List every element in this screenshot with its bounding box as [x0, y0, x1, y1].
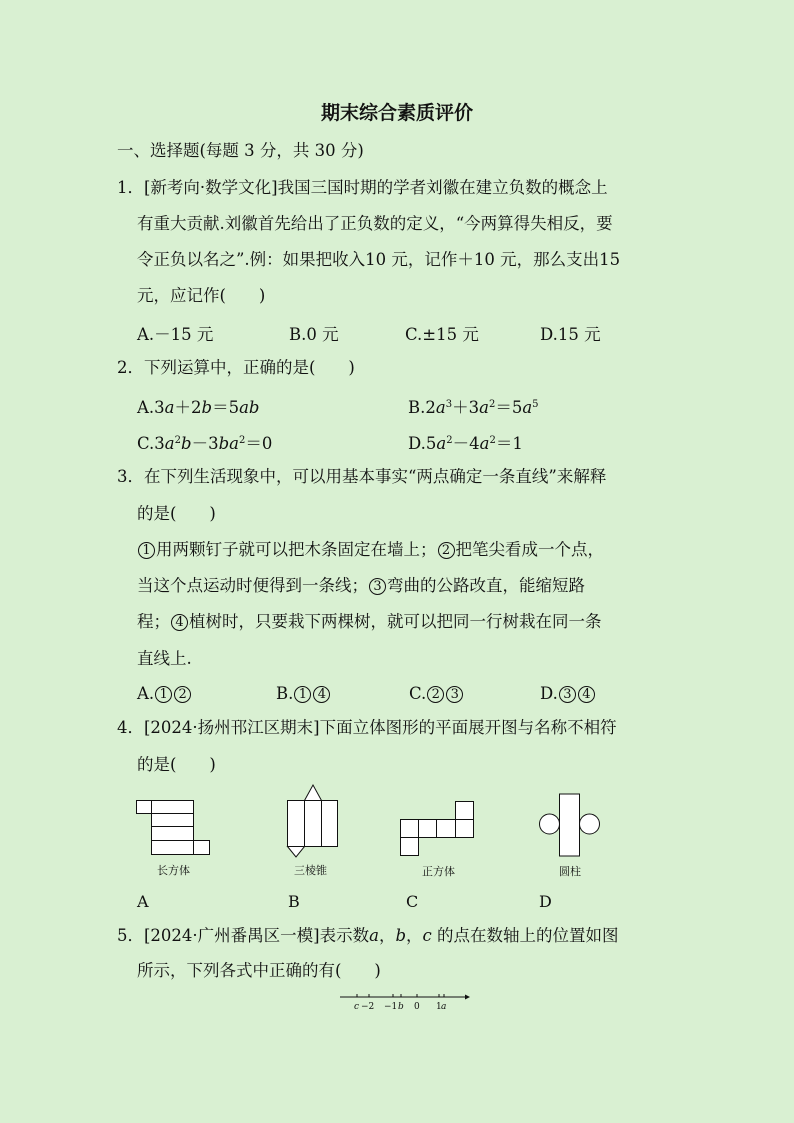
figure-letter-c: C: [406, 892, 419, 911]
circled-number-1: 1: [294, 686, 311, 703]
circled-number-1: 1: [155, 686, 172, 703]
q5-line-1: 5．[2024·广州番禺区一模]表示数a，b，c 的点在数轴上的位置如图: [117, 926, 619, 945]
figure-caption-d: 圆柱: [559, 865, 581, 878]
q4-line-2: 的是( ): [137, 755, 216, 774]
q3-line-6: 直线上.: [137, 649, 192, 668]
numline-label-neg2: −2: [361, 1002, 375, 1012]
q3-option-b[interactable]: B. 1 4: [276, 684, 331, 703]
q2-option-c[interactable]: $C.3a^2b-3ba^2=0$: [137, 434, 273, 453]
figure-letter-b: B: [288, 892, 300, 911]
q2-stem: 2．下列运算中，正确的是( ): [117, 358, 355, 377]
circled-number-1: 1: [138, 542, 155, 559]
q5-line-2: 所示，下列各式中正确的有( ): [137, 961, 381, 980]
q1-option-d[interactable]: D.15 元: [540, 325, 601, 344]
circled-number-4: 4: [171, 614, 188, 631]
q1-option-c[interactable]: C.±15 元: [405, 325, 479, 344]
circled-number-2: 2: [174, 686, 191, 703]
numline-label-a: a: [441, 1002, 447, 1012]
q2-option-b[interactable]: $B.2a^3+3a^2=5a^5$: [408, 398, 539, 417]
q3-line-5: 程； 4 植树时，只要栽下两棵树，就可以把同一行树栽在同一条: [137, 612, 602, 631]
q3-line-1: 3．在下列生活现象中，可以用基本事实“两点确定一条直线”来解释: [117, 467, 607, 486]
q1-line-2: 有重大贡献.刘徽首先给出了正负数的定义，“今两算得失相反，要: [137, 214, 613, 233]
q2-option-d[interactable]: $D.5a^2-4a^2=1$: [408, 434, 523, 453]
q3-line-2: 的是( ): [137, 504, 216, 523]
q1-line-1: 1．[新考向·数学文化]我国三国时期的学者刘徽在建立负数的概念上: [117, 178, 608, 197]
circled-number-2: 2: [427, 686, 444, 703]
section-heading: 一、选择题(每题 3 分，共 30 分): [117, 141, 364, 160]
q1-line-3: 令正负以名之”.例：如果把收入10 元，记作＋10 元，那么支出15: [137, 250, 621, 269]
cuboid-net-figure: [136, 800, 211, 856]
q1-option-a[interactable]: A.－15 元: [137, 325, 214, 344]
figure-letter-d: D: [539, 892, 552, 911]
circled-number-4: 4: [578, 686, 595, 703]
q3-line-4: 当这个点运动时便得到一条线； 3 弯曲的公路改直，能缩短路: [137, 576, 585, 595]
q3-option-d[interactable]: D. 3 4: [540, 684, 596, 703]
q3-option-c[interactable]: C. 2 3: [409, 684, 464, 703]
q2-option-a[interactable]: A.3a＋2b＝5ab: [137, 398, 260, 417]
q4-line-1: 4．[2024·扬州邗江区期末]下面立体图形的平面展开图与名称不相符: [117, 718, 617, 737]
numline-label-neg1: −1: [384, 1002, 398, 1012]
q1-line-4: 元，应记作( ): [137, 286, 266, 305]
figure-caption-b: 三棱锥: [294, 864, 327, 877]
circled-number-2: 2: [438, 542, 455, 559]
circled-number-4: 4: [313, 686, 330, 703]
pyramid-net-figure: [287, 784, 339, 859]
figure-caption-c: 正方体: [422, 865, 455, 878]
circled-number-3: 3: [446, 686, 463, 703]
cube-net-figure: [400, 801, 475, 857]
q3-line-3: 1 用两颗钉子就可以把木条固定在墙上； 2 把笔尖看成一个点，: [137, 539, 604, 561]
q1-option-b[interactable]: B.0 元: [289, 325, 339, 344]
q3-option-a[interactable]: A. 1 2: [137, 684, 192, 703]
cylinder-net-figure: [539, 793, 601, 857]
page-title: 期末综合素质评价: [320, 102, 473, 124]
figure-caption-a: 长方体: [157, 864, 190, 877]
figure-letter-a: A: [137, 892, 149, 911]
numline-label-1: 1: [436, 1002, 442, 1012]
number-line-figure: [340, 992, 470, 1014]
numline-label-0: 0: [414, 1002, 420, 1012]
numline-label-b: b: [398, 1002, 404, 1012]
numline-label-c: c: [354, 1002, 360, 1012]
circled-number-3: 3: [369, 578, 386, 595]
circled-number-3: 3: [559, 686, 576, 703]
